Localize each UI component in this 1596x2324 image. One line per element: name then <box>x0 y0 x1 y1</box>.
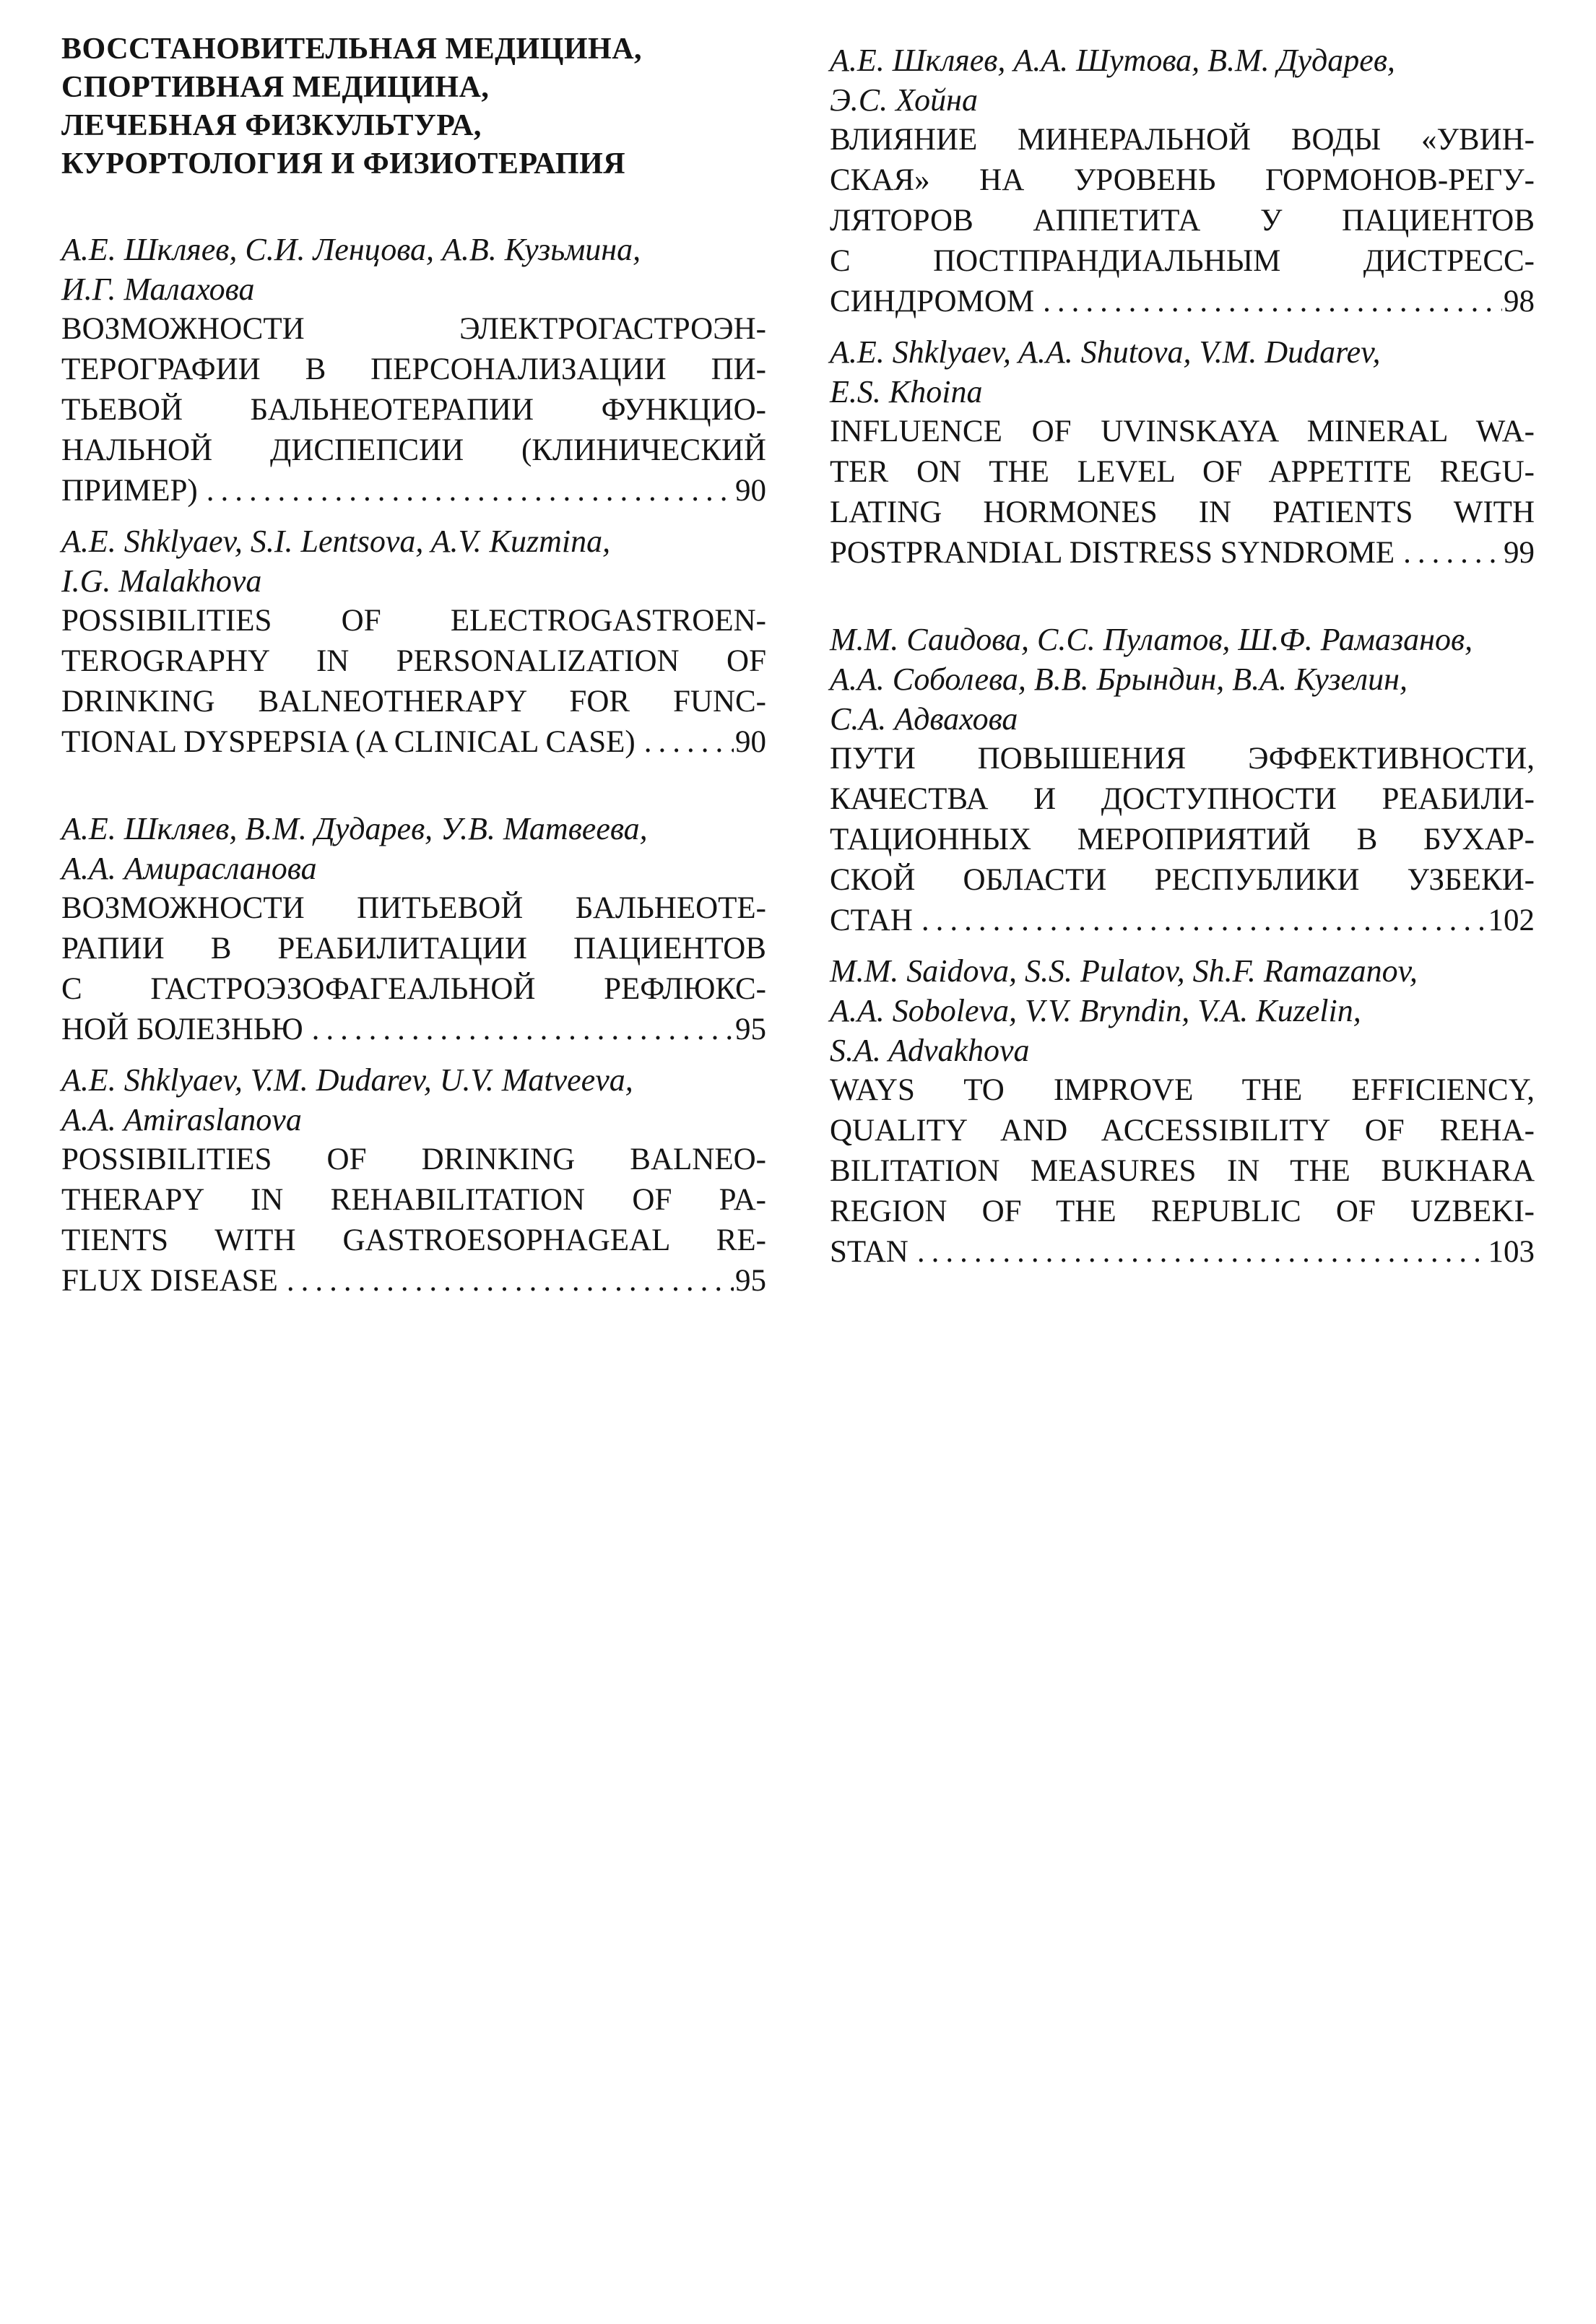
title-line: DRINKING BALNEOTHERAPY FOR FUNC- <box>61 685 766 719</box>
title-last-line <box>61 722 766 763</box>
entry-english <box>830 332 1535 573</box>
title-line: TER ON THE LEVEL OF APPETITE REGU- <box>830 455 1535 489</box>
page-number: 103 <box>1488 1235 1535 1269</box>
title-text: СИНДРОМОМ <box>830 285 1035 318</box>
title-line: ТЬЕВОЙ БАЛЬНЕОТЕРАПИИ ФУНКЦИО- <box>61 393 766 427</box>
authors-line: С.А. Адвахова <box>830 701 1018 737</box>
section-header-line: СПОРТИВНАЯ МЕДИЦИНА, <box>61 71 490 104</box>
toc-entry <box>61 809 766 1301</box>
authors-line: А.А. Амирасланова <box>61 851 317 886</box>
title-line: НАЛЬНОЙ ДИСПЕПСИИ (КЛИНИЧЕСКИЙ <box>61 433 766 467</box>
title-last-line <box>61 1261 766 1301</box>
title-text: НОЙ БОЛЕЗНЬЮ <box>61 1013 303 1046</box>
entry-russian <box>830 40 1535 322</box>
authors-line: М.М. Саидова, С.С. Пулатов, Ш.Ф. Рамазанов, <box>830 622 1473 657</box>
section-header-line: ВОССТАНОВИТЕЛЬНАЯ МЕДИЦИНА, <box>61 32 643 66</box>
title-text: ПРИМЕР) <box>61 474 198 508</box>
title-last-line <box>830 533 1535 573</box>
toc-entry <box>61 230 766 763</box>
toc-columns <box>61 30 1535 1301</box>
page-number: 95 <box>735 1013 766 1046</box>
authors-line: Э.С. Хойна <box>830 82 978 118</box>
toc-column-right <box>830 30 1535 1272</box>
title-text: STAN <box>830 1235 908 1269</box>
authors-line: S.A. Advakhova <box>830 1033 1030 1068</box>
page-number: 99 <box>1504 536 1535 570</box>
title-last-line <box>61 471 766 511</box>
section-header-line: КУРОРТОЛОГИЯ И ФИЗИОТЕРАПИЯ <box>61 147 626 181</box>
entry-russian <box>61 809 766 1050</box>
title-text: FLUX DISEASE <box>61 1264 278 1298</box>
title-line: ЛЯТОРОВ АППЕТИТА У ПАЦИЕНТОВ <box>830 204 1535 238</box>
title-line: РАПИИ В РЕАБИЛИТАЦИИ ПАЦИЕНТОВ <box>61 932 766 966</box>
dot-leader <box>287 1261 734 1301</box>
dot-leader <box>644 722 734 763</box>
title-last-line <box>61 1010 766 1050</box>
title-last-line <box>830 901 1535 941</box>
title-line: ПУТИ ПОВЫШЕНИЯ ЭФФЕКТИВНОСТИ, <box>830 742 1535 776</box>
entry-russian <box>830 620 1535 941</box>
title-line: ВОЗМОЖНОСТИ ЭЛЕКТРОГАСТРОЭН- <box>61 312 766 346</box>
dot-leader <box>1043 282 1502 322</box>
authors-line: M.M. Saidova, S.S. Pulatov, Sh.F. Ramazanov, <box>830 953 1418 989</box>
title-text: СТАН <box>830 903 913 937</box>
authors-line: A.E. Shklyaev, V.M. Dudarev, U.V. Matveeva, <box>61 1062 633 1098</box>
title-line: BILITATION MEASURES IN THE BUKHARA <box>830 1154 1535 1188</box>
dot-leader <box>1403 533 1502 573</box>
title-line: QUALITY AND ACCESSIBILITY OF REHA- <box>830 1114 1535 1148</box>
title-last-line <box>830 282 1535 322</box>
dot-leader <box>917 1232 1487 1272</box>
title-line: СКАЯ» НА УРОВЕНЬ ГОРМОНОВ-РЕГУ- <box>830 163 1535 197</box>
authors-line: A.A. Amiraslanova <box>61 1102 302 1137</box>
authors-line: A.E. Shklyaev, S.I. Lentsova, A.V. Kuzmina, <box>61 524 611 559</box>
title-line: INFLUENCE OF UVINSKAYA MINERAL WA- <box>830 415 1535 448</box>
section-header <box>61 30 766 183</box>
title-line: ВЛИЯНИЕ МИНЕРАЛЬНОЙ ВОДЫ «УВИН- <box>830 123 1535 157</box>
title-line: ТЕРОГРАФИИ В ПЕРСОНАЛИЗАЦИИ ПИ- <box>61 352 766 386</box>
toc-entry <box>830 40 1535 573</box>
authors-line: А.Е. Шкляев, А.А. Шутова, В.М. Дударев, <box>830 43 1395 78</box>
title-line: СКОЙ ОБЛАСТИ РЕСПУБЛИКИ УЗБЕКИ- <box>830 863 1535 897</box>
title-text: TIONAL DYSPEPSIA (A CLINICAL CASE) <box>61 725 636 759</box>
authors-line: А.Е. Шкляев, С.И. Ленцова, А.В. Кузьмина, <box>61 232 641 267</box>
authors-line: E.S. Khoina <box>830 374 983 409</box>
toc-column-left <box>61 30 766 1301</box>
section-header-line: ЛЕЧЕБНАЯ ФИЗКУЛЬТУРА, <box>61 109 482 142</box>
title-line: TIENTS WITH GASTROESOPHAGEAL RE- <box>61 1223 766 1257</box>
title-text: POSTPRANDIAL DISTRESS SYNDROME <box>830 536 1395 570</box>
page-number: 90 <box>735 725 766 759</box>
title-last-line <box>830 1232 1535 1272</box>
authors-line: A.E. Shklyaev, A.A. Shutova, V.M. Dudarev, <box>830 334 1381 370</box>
title-line: REGION OF THE REPUBLIC OF UZBEKI- <box>830 1194 1535 1228</box>
title-line: LATING HORMONES IN PATIENTS WITH <box>830 495 1535 529</box>
authors-line: А.Е. Шкляев, В.М. Дударев, У.В. Матвеева, <box>61 811 648 846</box>
page-number: 102 <box>1488 903 1535 937</box>
dot-leader <box>312 1010 734 1050</box>
title-line: THERAPY IN REHABILITATION OF PA- <box>61 1183 766 1217</box>
title-line: КАЧЕСТВА И ДОСТУПНОСТИ РЕАБИЛИ- <box>830 782 1535 816</box>
title-line: С ГАСТРОЭЗОФАГЕАЛЬНОЙ РЕФЛЮКС- <box>61 972 766 1006</box>
title-line: TEROGRAPHY IN PERSONALIZATION OF <box>61 644 766 678</box>
page-number: 95 <box>735 1264 766 1298</box>
entry-english <box>61 1060 766 1301</box>
page-number: 98 <box>1504 285 1535 318</box>
entry-english <box>830 951 1535 1272</box>
authors-line: A.A. Soboleva, V.V. Bryndin, V.A. Kuzelin, <box>830 993 1361 1028</box>
title-line: ТАЦИОННЫХ МЕРОПРИЯТИЙ В БУХАР- <box>830 823 1535 857</box>
title-line: WAYS TO IMPROVE THE EFFICIENCY, <box>830 1073 1535 1107</box>
title-line: С ПОСТПРАНДИАЛЬНЫМ ДИСТРЕСС- <box>830 244 1535 278</box>
page-number: 90 <box>735 474 766 508</box>
title-line: ВОЗМОЖНОСТИ ПИТЬЕВОЙ БАЛЬНЕОТЕ- <box>61 891 766 925</box>
dot-leader <box>921 901 1487 941</box>
toc-entry <box>830 620 1535 1272</box>
entry-english <box>61 521 766 763</box>
title-line: POSSIBILITIES OF ELECTROGASTROEN- <box>61 604 766 638</box>
authors-line: А.А. Соболева, В.В. Брындин, В.А. Кузелин, <box>830 662 1408 697</box>
authors-line: I.G. Malakhova <box>61 563 262 599</box>
entry-russian <box>61 230 766 511</box>
authors-line: И.Г. Малахова <box>61 272 255 307</box>
dot-leader <box>207 471 734 511</box>
title-line: POSSIBILITIES OF DRINKING BALNEO- <box>61 1143 766 1176</box>
